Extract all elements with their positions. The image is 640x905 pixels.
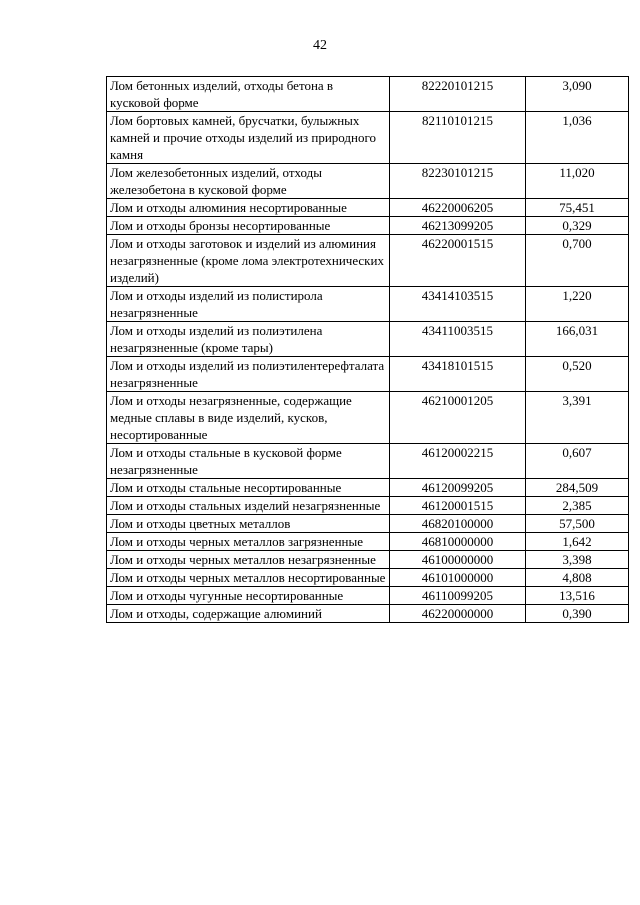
waste-value-cell: 0,520 [526, 357, 629, 392]
table-row [107, 322, 629, 357]
waste-value-cell: 0,607 [526, 444, 629, 479]
waste-name-cell: Лом и отходы незагрязненные, содержащие медные сплавы в виде изделий, кусков, несортированные [107, 392, 390, 444]
waste-value-cell: 2,385 [526, 497, 629, 515]
waste-value-cell: 1,642 [526, 533, 629, 551]
waste-value-cell: 166,031 [526, 322, 629, 357]
table-row [107, 515, 629, 533]
waste-code-cell: 46120002215 [390, 444, 526, 479]
waste-value-cell: 3,090 [526, 77, 629, 112]
waste-code-cell: 46213099205 [390, 217, 526, 235]
waste-name-cell: Лом и отходы алюминия несортированные [107, 199, 390, 217]
waste-code-cell: 46820100000 [390, 515, 526, 533]
table-row [107, 533, 629, 551]
waste-code-cell: 46120001515 [390, 497, 526, 515]
waste-name-cell: Лом бетонных изделий, отходы бетона в кусковой форме [107, 77, 390, 112]
waste-name-cell: Лом и отходы изделий из полиэтилена незагрязненные (кроме тары) [107, 322, 390, 357]
waste-name-cell: Лом и отходы бронзы несортированные [107, 217, 390, 235]
page-number: 42 [313, 38, 327, 53]
waste-name-cell: Лом и отходы изделий из полистирола незагрязненные [107, 287, 390, 322]
table-row [107, 479, 629, 497]
table-row [107, 235, 629, 287]
waste-code-cell: 43418101515 [390, 357, 526, 392]
waste-value-cell: 57,500 [526, 515, 629, 533]
waste-code-cell: 43414103515 [390, 287, 526, 322]
waste-name-cell: Лом и отходы цветных металлов [107, 515, 390, 533]
waste-name-cell: Лом и отходы стальных изделий незагрязненные [107, 497, 390, 515]
waste-name-cell: Лом и отходы стальные в кусковой форме незагрязненные [107, 444, 390, 479]
table-row [107, 587, 629, 605]
waste-name-cell: Лом и отходы черных металлов незагрязненные [107, 551, 390, 569]
table-row [107, 77, 629, 112]
table-row [107, 605, 629, 623]
waste-value-cell: 3,398 [526, 551, 629, 569]
waste-name-cell: Лом железобетонных изделий, отходы железобетона в кусковой форме [107, 164, 390, 199]
waste-code-cell: 46220001515 [390, 235, 526, 287]
waste-code-cell: 46100000000 [390, 551, 526, 569]
table-row [107, 497, 629, 515]
waste-name-cell: Лом бортовых камней, брусчатки, булыжных камней и прочие отходы изделий из природного камня [107, 112, 390, 164]
waste-code-cell: 46101000000 [390, 569, 526, 587]
waste-value-cell: 3,391 [526, 392, 629, 444]
table-row [107, 199, 629, 217]
table-row [107, 551, 629, 569]
waste-code-cell: 43411003515 [390, 322, 526, 357]
table-row [107, 357, 629, 392]
waste-code-cell: 46220006205 [390, 199, 526, 217]
waste-name-cell: Лом и отходы черных металлов загрязненные [107, 533, 390, 551]
waste-name-cell: Лом и отходы изделий из полиэтилентерефталата незагрязненные [107, 357, 390, 392]
waste-code-cell: 82230101215 [390, 164, 526, 199]
waste-value-cell: 13,516 [526, 587, 629, 605]
waste-value-cell: 1,220 [526, 287, 629, 322]
waste-name-cell: Лом и отходы чугунные несортированные [107, 587, 390, 605]
table-row [107, 569, 629, 587]
waste-value-cell: 11,020 [526, 164, 629, 199]
waste-value-cell: 1,036 [526, 112, 629, 164]
waste-name-cell: Лом и отходы стальные несортированные [107, 479, 390, 497]
waste-value-cell: 0,390 [526, 605, 629, 623]
waste-value-cell: 0,700 [526, 235, 629, 287]
waste-code-cell: 46810000000 [390, 533, 526, 551]
waste-name-cell: Лом и отходы, содержащие алюминий [107, 605, 390, 623]
table-row [107, 164, 629, 199]
table-body [107, 77, 629, 623]
table-row [107, 112, 629, 164]
table-row [107, 287, 629, 322]
table-row [107, 217, 629, 235]
waste-value-cell: 4,808 [526, 569, 629, 587]
waste-code-cell: 82220101215 [390, 77, 526, 112]
waste-code-cell: 46120099205 [390, 479, 526, 497]
waste-code-cell: 46210001205 [390, 392, 526, 444]
table-row [107, 444, 629, 479]
waste-code-cell: 82110101215 [390, 112, 526, 164]
waste-code-cell: 46110099205 [390, 587, 526, 605]
waste-value-cell: 75,451 [526, 199, 629, 217]
waste-name-cell: Лом и отходы заготовок и изделий из алюминия незагрязненные (кроме лома электротехнических изделий) [107, 235, 390, 287]
waste-value-cell: 0,329 [526, 217, 629, 235]
waste-table [106, 76, 629, 623]
table-row [107, 392, 629, 444]
waste-value-cell: 284,509 [526, 479, 629, 497]
waste-name-cell: Лом и отходы черных металлов несортированные [107, 569, 390, 587]
waste-code-cell: 46220000000 [390, 605, 526, 623]
